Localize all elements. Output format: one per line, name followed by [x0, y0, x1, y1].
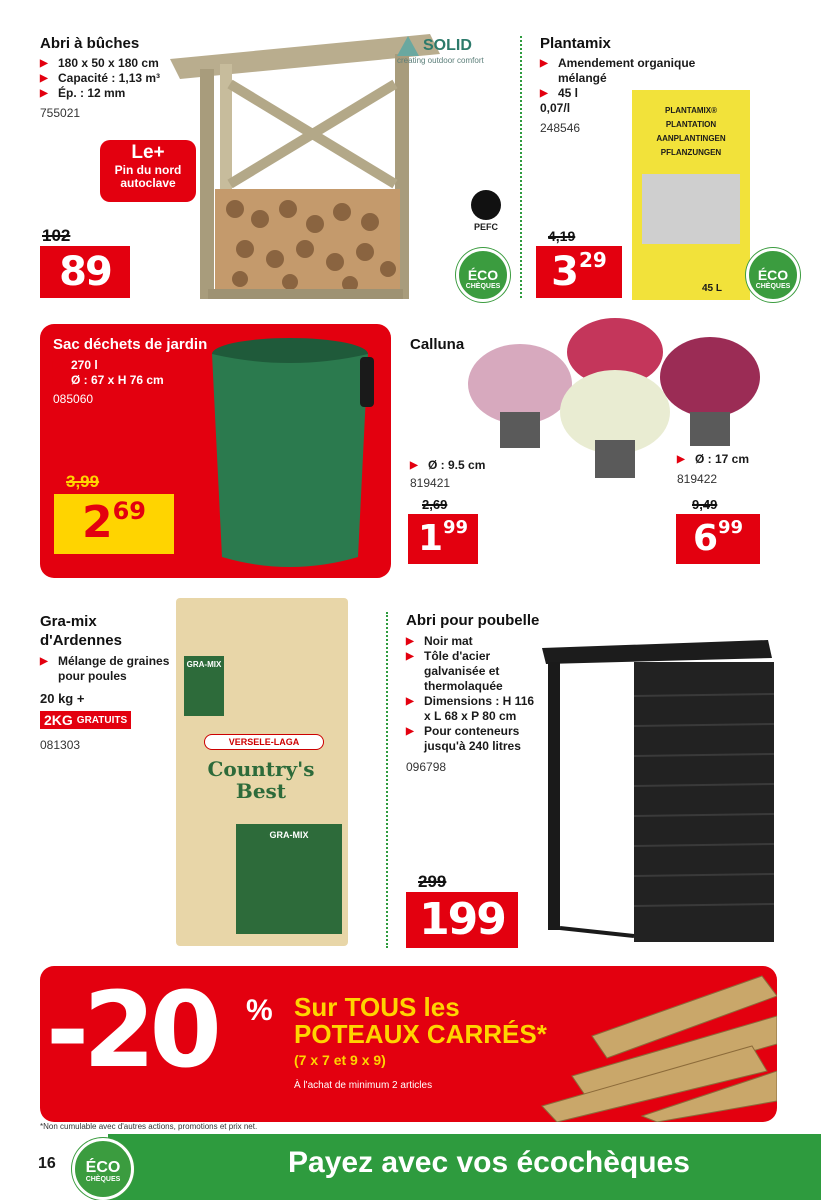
- product-title: Gra-mix d'Ardennes: [40, 613, 122, 649]
- brand-name: SOLID: [423, 37, 472, 54]
- old-price: 299: [418, 872, 447, 891]
- weight-label: 20 kg +: [40, 691, 85, 706]
- eco-label: ÉCO: [467, 267, 499, 283]
- spec-list: [410, 458, 530, 473]
- eco-label: ÉCO: [85, 1159, 121, 1176]
- unit-price: 0,07/l: [540, 101, 571, 115]
- solid-logo: [397, 36, 507, 68]
- spec-item: ▶ 45 l: [540, 86, 700, 101]
- price-tag: [40, 246, 130, 298]
- eco-label: ÉCO: [757, 267, 789, 283]
- promo-percent-sign: %: [246, 994, 273, 1027]
- product-sac-dechets: [40, 324, 391, 578]
- ecocheques-logo: [456, 248, 510, 302]
- pefc-logo: [466, 190, 506, 232]
- badge-text: Pin du nord autoclave: [114, 163, 182, 190]
- price-cents: 69: [112, 497, 147, 525]
- product-title: Plantamix: [540, 35, 611, 52]
- bag-volume: 45 L: [701, 283, 722, 294]
- price-tag: [408, 514, 478, 564]
- price-tag: [536, 246, 622, 298]
- price-main: 6: [692, 518, 716, 559]
- spec-item: ▶ Tôle d'acier galvanisée et thermolaquée: [406, 649, 544, 694]
- ecocheques-logo: [72, 1138, 134, 1200]
- spec-item: ▶ Pour conteneurs jusqu'à 240 litres: [406, 724, 544, 754]
- price-main: 89: [59, 249, 111, 295]
- bonus-amount: 2KG: [44, 712, 73, 728]
- footer-bar: [108, 1134, 821, 1200]
- bag-tag: GRA-MIX: [184, 656, 224, 716]
- product-ref: 755021: [40, 106, 81, 120]
- product-ref: 819421: [410, 476, 451, 490]
- bag-line: Country's Best: [207, 757, 315, 803]
- plantamix-bag-image: [632, 90, 750, 300]
- old-price: 2,69: [422, 497, 448, 512]
- spec-item: ▶ Mélange de graines pour poules: [40, 654, 170, 684]
- pefc-tree-icon: [471, 190, 501, 220]
- bonus-badge: [40, 711, 131, 729]
- price-main: 3: [551, 249, 577, 295]
- footer-text: Payez avec vos écochèques: [288, 1146, 690, 1179]
- spec-item: ▶ Capacité : 1,13 m³: [40, 71, 170, 86]
- le-plus-badge: [100, 140, 196, 202]
- product-ref: 096798: [406, 760, 447, 774]
- spec-item: ▶ 270 l: [53, 358, 203, 373]
- spec-item: ▶ 180 x 50 x 180 cm: [40, 56, 170, 71]
- product-title: Abri pour poubelle: [406, 612, 540, 629]
- spec-item: ▶ Ø : 9.5 cm: [410, 458, 530, 473]
- price-main: 1: [417, 518, 441, 559]
- spec-item: ▶ Noir mat: [406, 634, 544, 649]
- price-main: 199: [419, 894, 505, 945]
- wooden-posts-image: [532, 966, 777, 1122]
- eco-sub: CHÈQUES: [755, 283, 791, 290]
- price-cents: 99: [443, 517, 469, 538]
- promo-line3: (7 x 7 et 9 x 9): [294, 1052, 386, 1068]
- page-number: 16: [38, 1155, 56, 1172]
- spec-list: [406, 634, 544, 754]
- gramix-bag-image: [176, 598, 348, 946]
- price-cents: 99: [718, 517, 744, 538]
- eco-sub: CHÈQUES: [85, 1176, 121, 1183]
- promo-line1: Sur TOUS les: [294, 992, 460, 1022]
- product-ref: 081303: [40, 738, 81, 752]
- bag-panel: GRA-MIX: [236, 824, 342, 934]
- price-main: 2: [81, 497, 111, 548]
- spec-item: ▶ Dimensions : H 116 x L 68 x P 80 cm: [406, 694, 544, 724]
- spec-list: [40, 56, 170, 101]
- spec-item: ▶ Ø : 17 cm: [677, 452, 787, 467]
- bin-shelter-image: [538, 636, 776, 944]
- eco-sub: CHÈQUES: [465, 283, 501, 290]
- spec-item: ▶ Amendement organique mélangé: [540, 56, 700, 86]
- divider: [386, 612, 388, 948]
- old-price: 4,19: [548, 228, 576, 244]
- product-ref: 819422: [677, 472, 718, 486]
- product-title: Sac déchets de jardin: [53, 336, 208, 353]
- bag-label: PLANTAMIX® PLANTATION AANPLANTINGEN PFLANZUNGEN: [656, 106, 726, 157]
- spec-list: [40, 654, 170, 684]
- bag-brand: VERSELE-LAGA: [204, 734, 324, 750]
- spec-item: ▶ Ø : 67 x H 76 cm: [53, 373, 203, 388]
- promo-line4: À l'achat de minimum 2 articles: [294, 1080, 433, 1091]
- promo-percent: -20: [46, 969, 216, 1091]
- old-price: 9,49: [692, 497, 718, 512]
- old-price: 102: [42, 226, 71, 245]
- cert-label: PEFC: [473, 222, 498, 232]
- brand-mark-icon: [397, 36, 419, 56]
- product-title: Calluna: [410, 336, 465, 353]
- price-cents: 29: [579, 248, 607, 272]
- price-tag: [54, 494, 174, 554]
- bonus-label: GRATUITS: [76, 714, 128, 726]
- price-tag: [406, 892, 518, 948]
- product-ref: 248546: [540, 121, 581, 135]
- old-price: 3,99: [66, 472, 100, 491]
- brand-tagline: creating outdoor comfort: [397, 56, 484, 65]
- divider: [520, 36, 522, 298]
- product-title: Abri à bûches: [40, 35, 140, 52]
- badge-title: Le+: [131, 142, 165, 163]
- spec-list: [677, 452, 787, 467]
- promo-banner: [40, 966, 777, 1122]
- bag-photo: [642, 174, 740, 244]
- promo-line2: POTEAUX CARRÉS*: [294, 1019, 547, 1049]
- promo-footnote: *Non cumulable avec d'autres actions, promotions et prix net.: [40, 1122, 258, 1131]
- spec-item: ▶ Ép. : 12 mm: [40, 86, 170, 101]
- price-tag: [676, 514, 760, 564]
- garden-bag-image: [200, 332, 380, 572]
- spec-list: [53, 358, 203, 388]
- product-ref: 085060: [53, 392, 94, 406]
- ecocheques-logo: [746, 248, 800, 302]
